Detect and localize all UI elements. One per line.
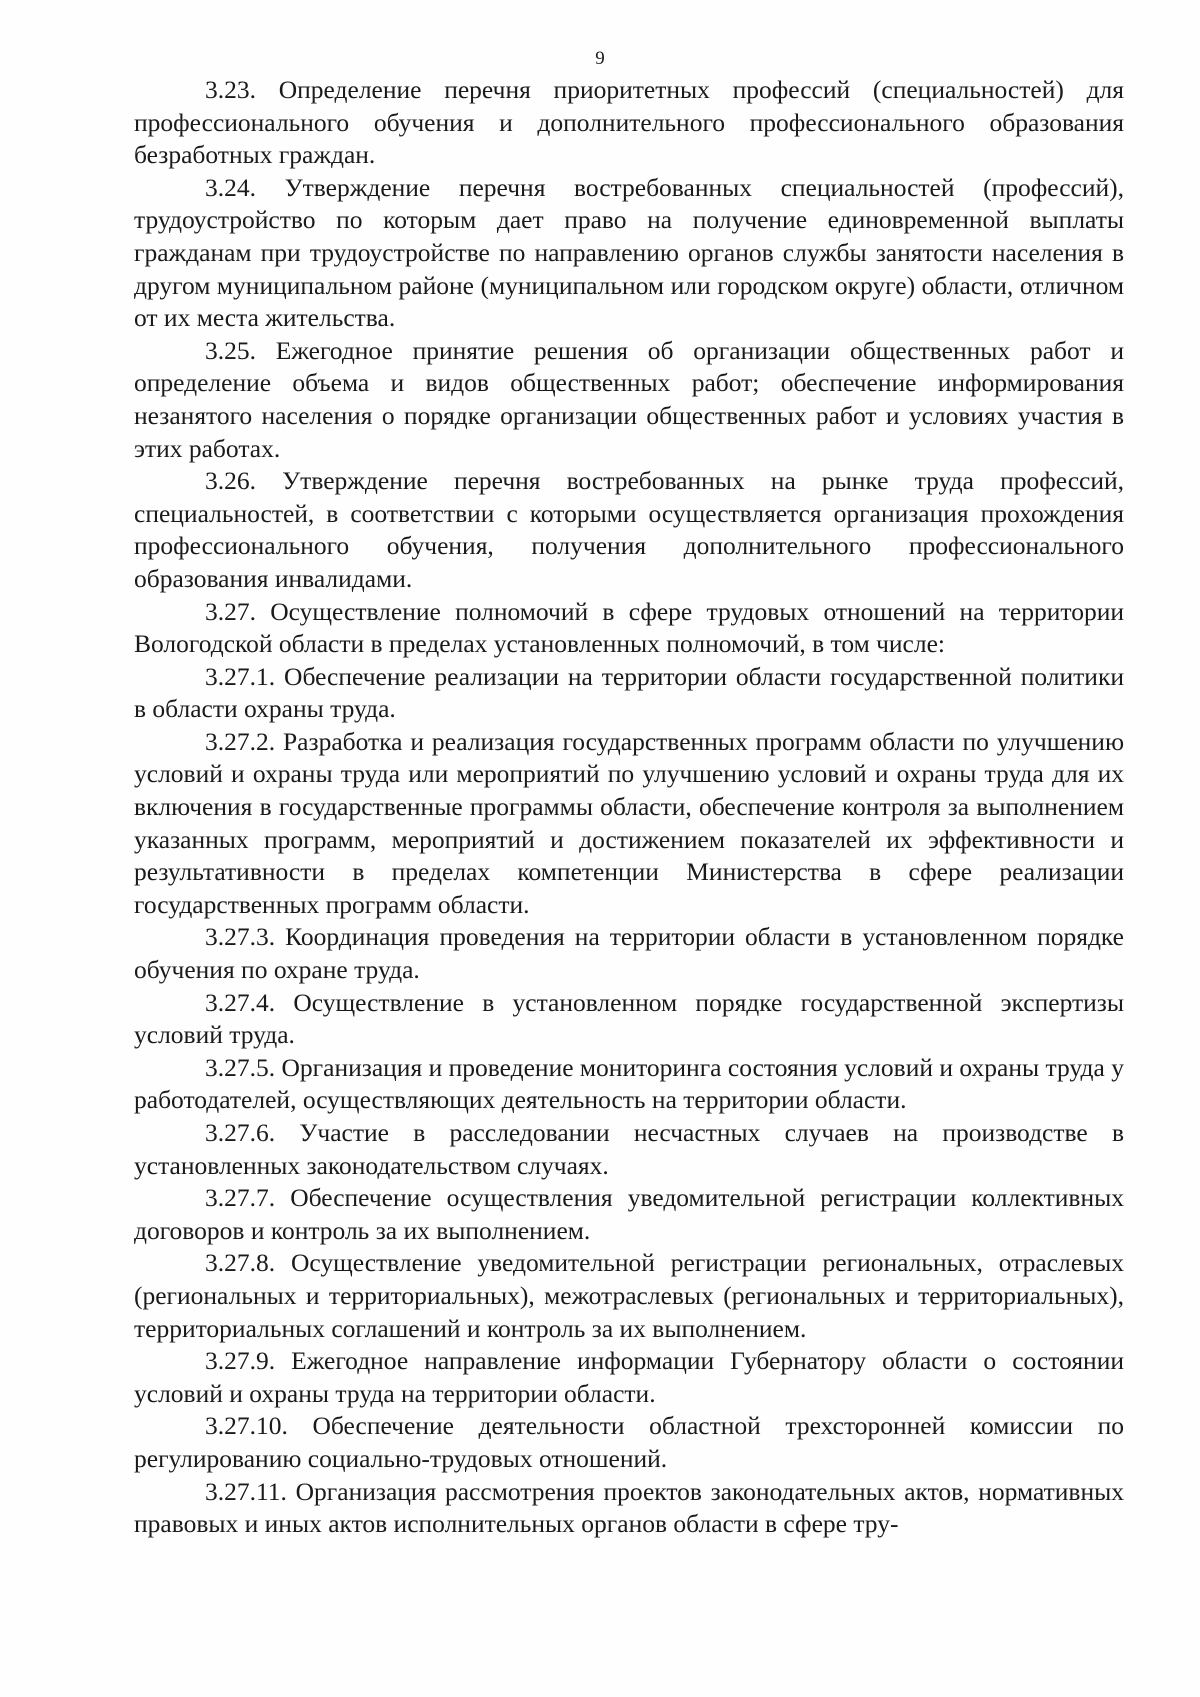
paragraph-3-27-10: 3.27.10. Обеспечение деятельности областной трехсторонней комиссии по регулированию социально-трудовых отношений.	[134, 1411, 1124, 1473]
page-number: 9	[595, 48, 605, 69]
paragraph-3-27-3: 3.27.3. Координация проведения на территории области в установленном порядке обучения по охране труда.	[134, 922, 1124, 985]
paragraph-3-27-5: 3.27.5. Организация и проведение мониторинга состояния условий и охраны труда у работодателей, осуществляющих деятельность на территории области.	[134, 1052, 1124, 1115]
paragraph-3-25: 3.25. Ежегодное принятие решения об организации общественных работ и определение объема и видов общественных работ; обеспечение информирования незанятого населения о порядке организации общественных работ и условиях участия в этих работах.	[134, 335, 1124, 463]
document-body	[134, 74, 1124, 1541]
paragraph-3-27-2: 3.27.2. Разработка и реализация государственных программ области по улучшению условий и охраны труда или мероприятий по улучшению условий и охраны труда для их включения в государственные программы области, обеспечение контроля за выполнением указанных программ, мероприятий и достижением показателей их эффективности и результативности в пределах компетенции Министерства в сфере реализации государственных программ области.	[134, 726, 1124, 919]
paragraph-3-23: 3.23. Определение перечня приоритетных профессий (специальностей) для профессионального обучения и дополнительного профессионального образования безработных граждан.	[134, 75, 1124, 170]
paragraph-3-24: 3.24. Утверждение перечня востребованных специальностей (профессий), трудоустройство по которым дает право на получение единовременной выплаты гражданам при трудоустройстве по направлению органов службы занятости населения в другом муниципальном районе (муниципальном или городском округе) области, отличном от их места жительства.	[134, 172, 1124, 333]
paragraph-3-27-1: 3.27.1. Обеспечение реализации на территории области государственной политики в области охраны труда.	[134, 661, 1124, 724]
paragraph-3-27-11: 3.27.11. Организация рассмотрения проектов законодательных актов, нормативных правовых и иных актов исполнительных органов области в сфере тру-	[134, 1476, 1124, 1539]
paragraph-3-27-8: 3.27.8. Осуществление уведомительной регистрации региональных, отраслевых (региональных и территориальных), межотраслевых (региональных и территориальных), территориальных соглашений и контроль за их выполнением.	[134, 1248, 1124, 1343]
paragraph-3-27: 3.27. Осуществление полномочий в сфере трудовых отношений на территории Вологодской области в пределах установленных полномочий, в том числе:	[134, 596, 1124, 659]
paragraph-3-27-7: 3.27.7. Обеспечение осуществления уведомительной регистрации коллективных договоров и контроль за их выполнением.	[134, 1183, 1124, 1245]
paragraph-3-27-9: 3.27.9. Ежегодное направление информации Губернатору области о состоянии условий и охраны труда на территории области.	[134, 1346, 1124, 1408]
paragraph-3-27-4: 3.27.4. Осуществление в установленном порядке государственной экспертизы условий труда.	[134, 987, 1124, 1050]
paragraph-3-27-6: 3.27.6. Участие в расследовании несчастных случаев на производстве в установленных законодательством случаях.	[134, 1118, 1124, 1180]
paragraph-3-26: 3.26. Утверждение перечня востребованных на рынке труда профессий, специальностей, в соответствии с которыми осуществляется организация прохождения профессионального обучения, получения дополнительного профессионального образования инвалидами.	[134, 466, 1124, 593]
